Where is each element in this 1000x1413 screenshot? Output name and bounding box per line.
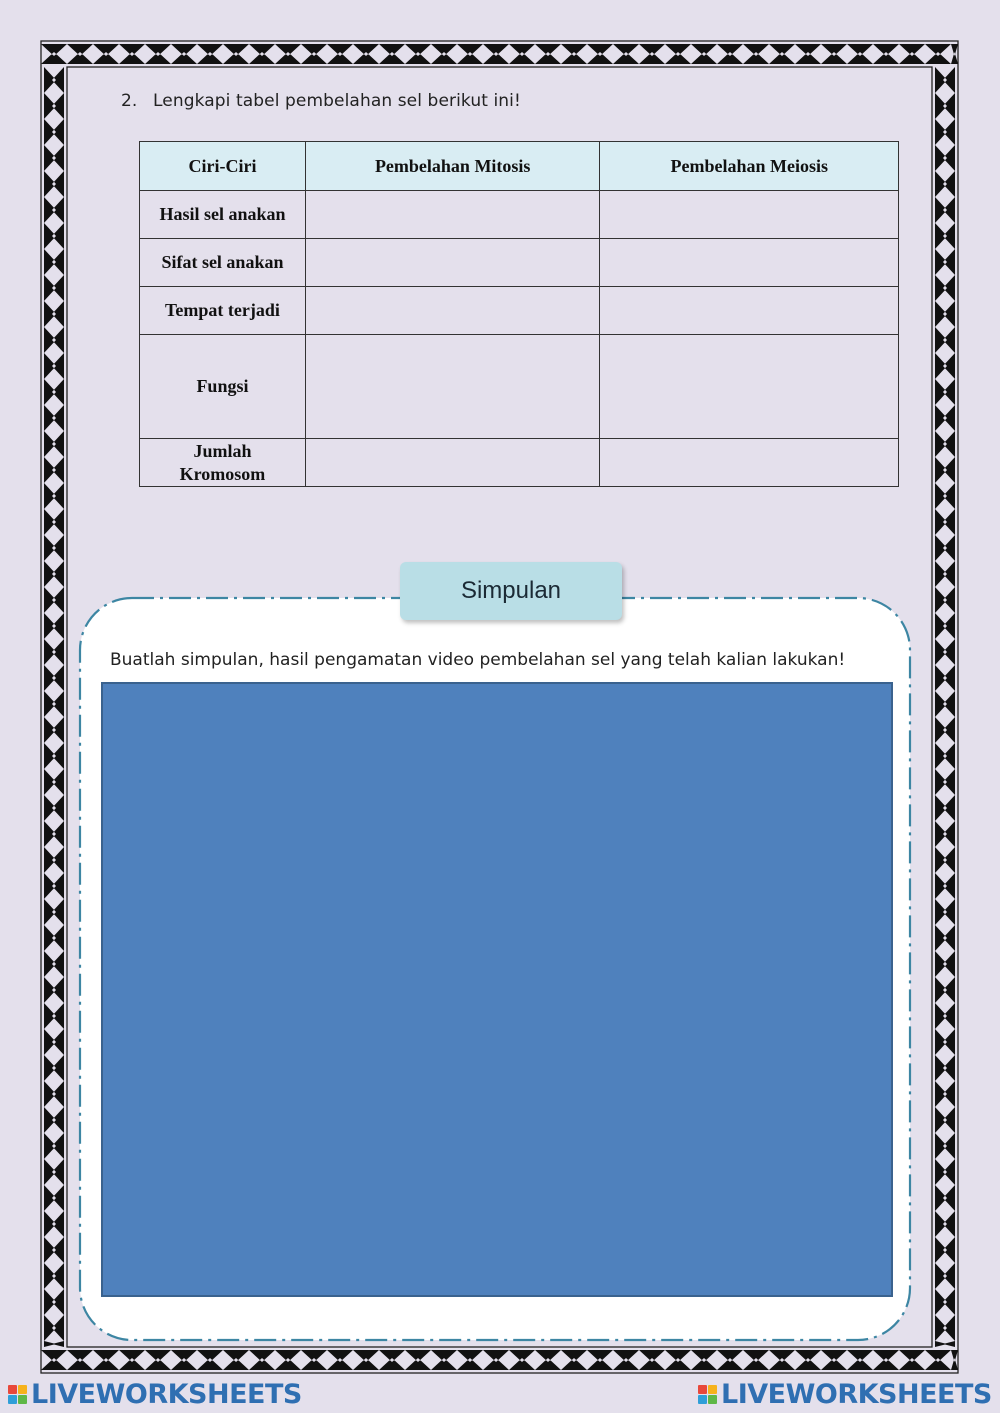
cell-division-table [139, 141, 899, 487]
question-text: Lengkapi tabel pembelahan sel berikut ini! [153, 91, 521, 111]
brand-logo-right [698, 1378, 992, 1410]
mitosis-answer-cell[interactable] [305, 287, 600, 335]
mitosis-answer-cell[interactable] [305, 191, 600, 239]
meiosis-answer-cell[interactable] [600, 439, 899, 487]
liveworksheets-icon [698, 1385, 717, 1404]
meiosis-answer-cell[interactable] [600, 239, 899, 287]
header-ciri-ciri: Ciri-Ciri [140, 142, 306, 191]
mitosis-answer-cell[interactable] [305, 335, 600, 439]
simpulan-title: Simpulan [400, 562, 622, 620]
mitosis-answer-cell[interactable] [305, 439, 600, 487]
meiosis-answer-cell[interactable] [600, 335, 899, 439]
row-label: Jumlah Kromosom [140, 439, 306, 487]
header-mitosis: Pembelahan Mitosis [305, 142, 600, 191]
meiosis-answer-cell[interactable] [600, 191, 899, 239]
brand-text: LIVEWORKSHEETS [31, 1378, 302, 1410]
simpulan-instruction: Buatlah simpulan, hasil pengamatan video pembelahan sel yang telah kalian lakukan! [110, 650, 846, 670]
row-label: Sifat sel anakan [140, 239, 306, 287]
simpulan-answer-box[interactable] [101, 682, 893, 1297]
table-row [140, 439, 899, 487]
row-label: Hasil sel anakan [140, 191, 306, 239]
liveworksheets-icon [8, 1385, 27, 1404]
row-label: Tempat terjadi [140, 287, 306, 335]
table-row [140, 239, 899, 287]
brand-logo-left [8, 1378, 302, 1410]
question-number: 2. [121, 91, 138, 111]
question-2 [121, 91, 521, 111]
row-label: Fungsi [140, 335, 306, 439]
table-row [140, 191, 899, 239]
meiosis-answer-cell[interactable] [600, 287, 899, 335]
header-meiosis: Pembelahan Meiosis [600, 142, 899, 191]
table-header-row [140, 142, 899, 191]
table-row [140, 335, 899, 439]
brand-text: LIVEWORKSHEETS [721, 1378, 992, 1410]
table-row [140, 287, 899, 335]
mitosis-answer-cell[interactable] [305, 239, 600, 287]
